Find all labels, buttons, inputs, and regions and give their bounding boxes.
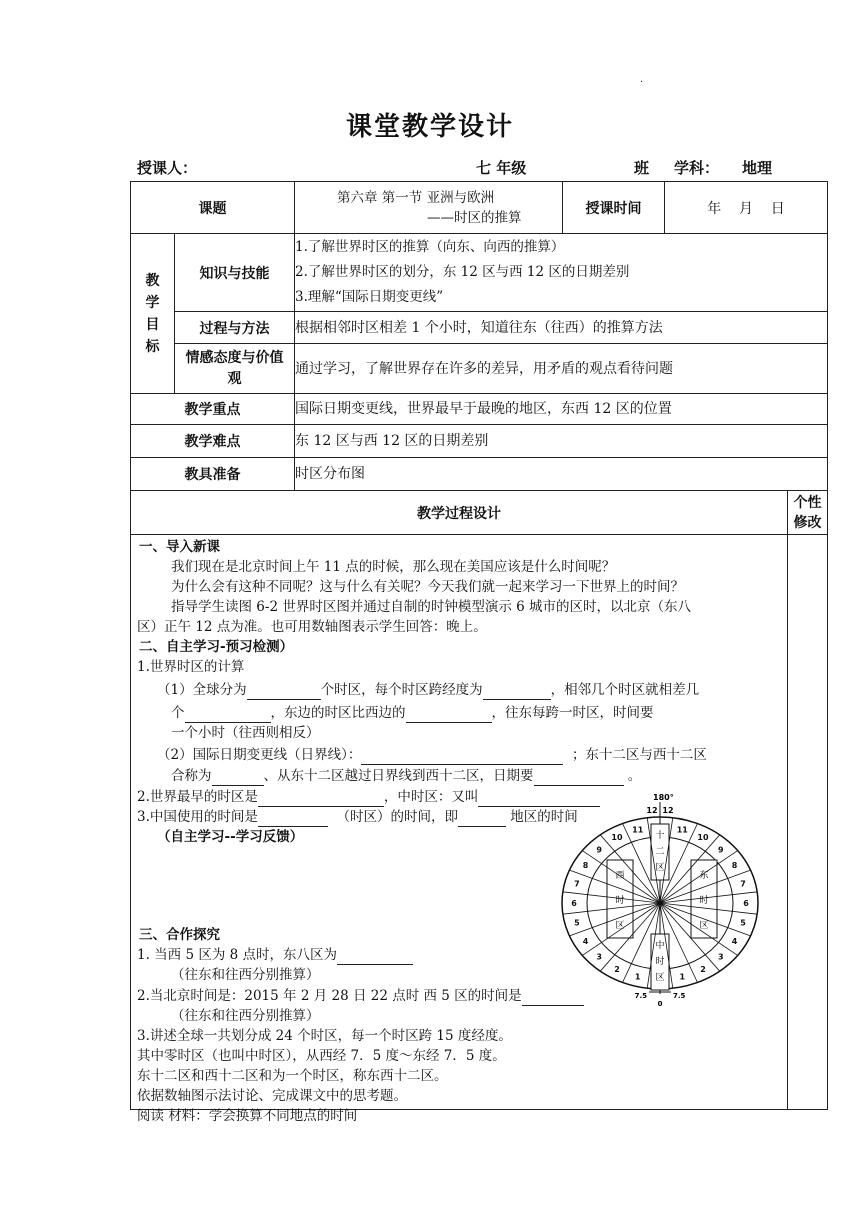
page-title: 课堂教学设计: [345, 112, 514, 142]
topic-label: 课题: [131, 182, 295, 234]
east-zone-number: 5: [740, 918, 746, 928]
lesson-time-value: 年 月 日: [665, 182, 828, 234]
east-zone-number: 3: [718, 952, 724, 962]
text-line: 我们现在是北京时间上午 11 点的时候，那么现在美国应该是什么时间呢？: [171, 559, 616, 575]
west-box-char: 区: [615, 921, 625, 931]
personal-edit-column: [788, 535, 828, 1110]
top-number-left: 12: [646, 806, 658, 815]
objectives-label: 教 学 目 标: [131, 234, 175, 394]
grade-label: 七 年级: [476, 159, 527, 177]
materials-value: 时区分布图: [295, 458, 828, 491]
text-line: 依据数轴图示法讨论、完成课文中的思考题。: [137, 1088, 407, 1104]
text-line: 3.中国使用的时间是 （时区）的时间，即 地区的时间: [137, 809, 578, 825]
east-zone-number: 9: [718, 845, 724, 855]
text-line: 1.世界时区的计算: [137, 659, 245, 675]
west-zone-number: 8: [582, 861, 589, 870]
west-box-char: 时: [615, 896, 625, 906]
page-dot: .: [640, 74, 644, 85]
bottom-right-label: 7.5: [673, 992, 686, 1000]
self-study-feedback: （自主学习--学习反馈）: [157, 829, 304, 845]
center-top-char: 二: [655, 847, 665, 857]
west-zone-number: 9: [596, 845, 602, 855]
text-line: （往东和往西分别推算）: [171, 1008, 320, 1024]
bottom-left-label: 7.5: [634, 992, 647, 1000]
section-3-title: 三、合作探究: [139, 927, 220, 943]
west-zone-number: 5: [574, 918, 580, 928]
process-method-label: 过程与方法: [175, 312, 295, 344]
text-line: 阅读 材料：学会换算不同地点的时间: [137, 1108, 358, 1124]
process-method-value: 根据相邻时区相差 1 个小时，知道往东（往西）的推算方法: [295, 312, 828, 344]
text-line: 为什么会有这种不同呢？这与什么有关呢？今天我们就一起来学习一下世界上的时间？: [171, 579, 684, 595]
text-line: 2.当北京时间是：2015 年 2 月 28 日 22 点时 西 5 区的时间是: [137, 986, 584, 1006]
east-zone-number: 7: [740, 879, 746, 889]
center-bottom-char: 区: [655, 973, 665, 983]
east-zone-number: 6: [743, 899, 749, 908]
label-180: 180°: [653, 793, 674, 802]
time-zone-diagram: [557, 788, 767, 1010]
text-line: 1. 当西 5 区为 8 点时，东八区为: [137, 945, 413, 965]
center-top-char: 十: [655, 831, 665, 841]
text-line: （2）国际日期变更线（日界线）： ；东十二区与西十二区: [157, 747, 707, 763]
subject-label: 学科：: [674, 159, 720, 177]
east-zone-number: 11: [676, 825, 688, 835]
east-box-char: 区: [699, 921, 709, 931]
east-zone-number: 4: [731, 937, 738, 946]
knowledge-label: 知识与技能: [175, 234, 295, 312]
text-line: 合称为 、从东十二区越过日界线到西十二区，日期要 。: [171, 768, 642, 784]
center-bottom-char: 中: [655, 941, 665, 951]
text-line: （1）全球分为 个时区，每个时区跨经度为 ，相邻几个时区就相差几: [157, 682, 700, 698]
text-line: 2.世界最早的时区是 ，中时区：又叫: [137, 787, 600, 807]
key-point-label: 教学重点: [131, 394, 295, 425]
west-zone-number: 1: [634, 972, 641, 982]
personal-edit-header: 个性修改: [788, 491, 828, 535]
west-zone-number: 6: [571, 899, 577, 908]
east-zone-number: 8: [731, 861, 738, 870]
text-line: 东十二区和西十二区和为一个时区，称东西十二区。: [137, 1068, 448, 1084]
text-line: （往东和往西分别推算）: [171, 967, 320, 983]
text-line: 一个小时（往西则相反）: [171, 725, 320, 741]
west-zone-number: 7: [574, 879, 580, 889]
difficulty-value: 东 12 区与西 12 区的日期差别: [295, 425, 828, 458]
text-line: 区）正午 12 点为准。也可用数轴图表示学生回答：晚上。: [137, 619, 487, 635]
section-1-title: 一、导入新课: [139, 539, 220, 555]
materials-label: 教具准备: [131, 458, 295, 491]
west-zone-number: 10: [611, 833, 623, 843]
difficulty-label: 教学难点: [131, 425, 295, 458]
topic-value: 第六章 第一节 亚洲与欧洲 ——时区的推算: [295, 182, 563, 234]
text-line: 其中零时区（也叫中时区），从西经 7．5 度～东经 7．5 度。: [137, 1048, 506, 1064]
section-2-title: 二、自主学习-预习检测）: [139, 639, 294, 655]
west-zone-number: 2: [614, 964, 620, 974]
attitude-label: 情感态度与价值观: [175, 344, 295, 394]
east-zone-number: 2: [700, 964, 706, 974]
bottom-center-label: 0: [657, 1000, 663, 1008]
center-top-char: 区: [655, 863, 665, 873]
text-line: 指导学生读图 6-2 世界时区图并通过自制的时钟模型演示 6 城市的区时，以北京（东八: [171, 599, 691, 615]
knowledge-items: 1.了解世界时区的推算（向东、向西的推算） 2.了解世界时区的划分，东 12 区与西 12 区的日期差别 3.理解“国际日期变更线”: [295, 234, 828, 312]
west-zone-number: 11: [632, 825, 644, 835]
east-box-char: 时: [699, 896, 709, 906]
east-zone-number: 10: [697, 833, 709, 843]
attitude-value: 通过学习，了解世界存在许多的差异，用矛盾的观点看待问题: [295, 344, 828, 394]
west-box-char: 西: [615, 871, 625, 881]
west-zone-number: 4: [582, 937, 589, 946]
text-line: 3.讲述全球一共划分成 24 个时区，每一个时区跨 15 度经度。: [137, 1028, 512, 1044]
class-label: 班: [634, 159, 650, 177]
east-zone-number: 1: [679, 972, 686, 982]
lesson-time-label: 授课时间: [563, 182, 665, 234]
text-line: 个 ，东边的时区比西边的 ，往东每跨一时区，时间要: [171, 705, 654, 721]
subject-value: 地理: [742, 159, 773, 177]
east-box-char: 东: [699, 871, 709, 881]
top-number-right: 12: [662, 806, 674, 815]
key-point-value: 国际日期变更线，世界最早于最晚的地区，东西 12 区的位置: [295, 394, 828, 425]
process-design-header: 教学过程设计: [131, 491, 788, 535]
teacher-label: 授课人：: [137, 159, 198, 177]
west-zone-number: 3: [596, 952, 602, 962]
center-bottom-char: 时: [655, 957, 665, 967]
